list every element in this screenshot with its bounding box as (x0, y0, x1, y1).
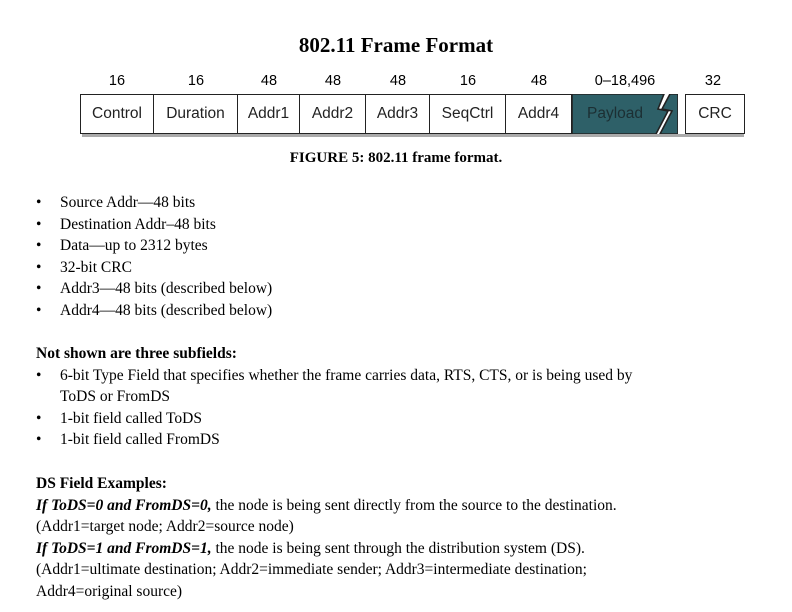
ds-example-1 (36, 495, 617, 517)
subfields-heading: Not shown are three subfields: (36, 345, 237, 362)
field-crc (685, 94, 745, 134)
list-item-text: Data—up to 2312 bytes (60, 237, 208, 254)
field-addr2 (300, 94, 366, 134)
ds-heading: DS Field Examples: (36, 475, 167, 492)
field-label: CRC (698, 105, 732, 122)
bits-control: 16 (108, 73, 126, 89)
subfields-section (36, 343, 632, 451)
field-list (36, 192, 272, 321)
field-label: Control (92, 105, 142, 122)
bullet: • (36, 301, 42, 319)
ds-example-2-detail: (Addr1=ultimate destination; Addr2=immediate sender; Addr3=intermediate destination; (36, 561, 587, 578)
ds-example-lead: If ToDS=0 and FromDS=0, (36, 496, 212, 514)
bullet: • (36, 258, 42, 276)
list-item-text: Addr3—48 bits (described below) (60, 280, 273, 297)
field-control (80, 94, 154, 134)
frame-format-diagram (80, 70, 750, 160)
list-item (36, 300, 272, 322)
list-item (36, 235, 272, 257)
bullet: • (36, 237, 42, 254)
ds-example-lead: If ToDS=1 and FromDS=1, (36, 539, 212, 557)
ds-examples-section (36, 473, 617, 602)
ds-example-2-detail-cont: Addr4=original source) (36, 582, 183, 600)
diagram-shadow (82, 134, 744, 137)
bits-addr2: 48 (324, 73, 342, 89)
list-item-text: Addr4—48 bits (described below) (60, 301, 273, 319)
field-addr4 (506, 94, 572, 134)
list-item (36, 278, 272, 300)
field-addr1 (238, 94, 300, 134)
bits-seqctrl: 16 (459, 73, 477, 89)
list-item (36, 192, 272, 214)
figure-caption: FIGURE 5: 802.11 frame format. (289, 150, 503, 166)
bits-duration: 16 (187, 73, 205, 89)
bullet: • (36, 409, 42, 427)
page-title: 802.11 Frame Format (298, 33, 494, 57)
list-item (36, 257, 272, 279)
field-label: Payload (586, 105, 643, 122)
list-item (36, 365, 632, 387)
bullet: • (36, 366, 42, 384)
ds-example-text: the node is being sent directly from the source to the destination. (211, 496, 617, 514)
ds-example-text: the node is being sent through the distribution system (DS). (211, 539, 585, 557)
list-item (36, 214, 272, 236)
field-label: Addr2 (311, 105, 354, 122)
bits-addr4: 48 (530, 73, 548, 89)
bullet: • (36, 280, 42, 297)
list-item-text: Destination Addr–48 bits (60, 215, 216, 233)
list-item-text: Source Addr—48 bits (60, 194, 196, 211)
bullet: • (36, 194, 42, 211)
field-seqctrl (430, 94, 506, 134)
bits-payload: 0–18,496 (594, 73, 656, 89)
field-payload (572, 94, 678, 134)
field-label: Addr3 (376, 105, 419, 122)
ds-example-2 (36, 538, 617, 560)
bits-crc: 32 (704, 73, 722, 89)
field-addr3 (366, 94, 430, 134)
list-item-text: 1-bit field called FromDS (60, 431, 220, 448)
field-label: Addr4 (517, 105, 560, 122)
field-label: Addr1 (247, 105, 290, 122)
list-item-text: 1-bit field called ToDS (60, 409, 202, 427)
ds-example-1-detail: (Addr1=target node; Addr2=source node) (36, 518, 294, 535)
field-label: Duration (166, 105, 225, 122)
bits-addr1: 48 (260, 73, 278, 89)
list-item (36, 408, 632, 430)
bullet: • (36, 215, 42, 233)
list-item-text: ToDS or FromDS (60, 388, 171, 405)
bullet: • (36, 431, 42, 448)
field-duration (154, 94, 238, 134)
list-item-text: 32-bit CRC (60, 258, 132, 276)
bits-addr3: 48 (389, 73, 407, 89)
list-item-text: 6-bit Type Field that specifies whether the frame carries data, RTS, CTS, or is being used by (60, 366, 633, 384)
list-item (36, 429, 632, 451)
list-item-continuation (36, 386, 632, 408)
field-label: SeqCtrl (441, 105, 494, 122)
